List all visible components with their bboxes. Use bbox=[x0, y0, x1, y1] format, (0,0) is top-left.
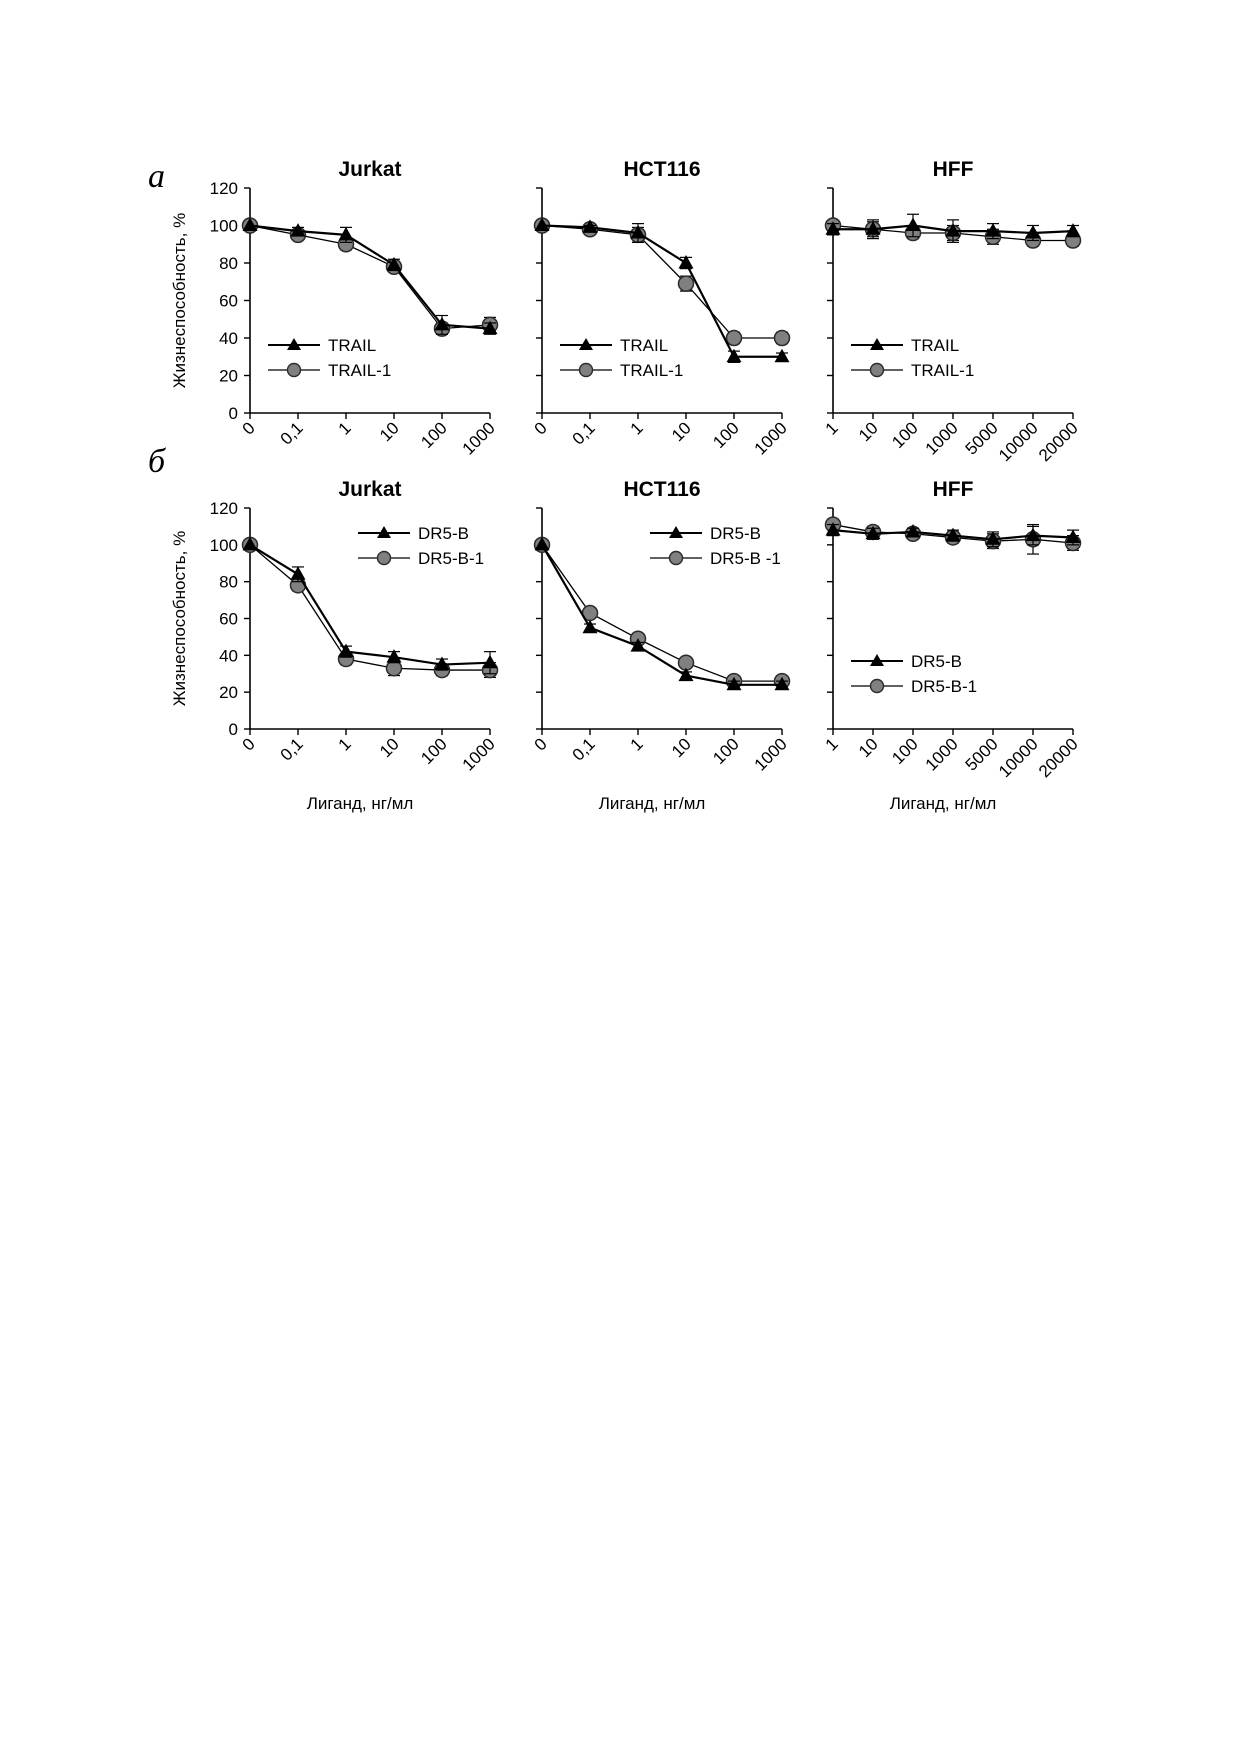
x-tick-label: 1 bbox=[821, 734, 842, 755]
legend-label: DR5-B bbox=[418, 524, 470, 543]
y-tick-label: 80 bbox=[219, 572, 238, 592]
data-point-triangle bbox=[483, 655, 498, 669]
chart-title: Jurkat bbox=[338, 158, 402, 181]
series-triangle bbox=[243, 218, 498, 335]
x-tick-label: 100 bbox=[417, 734, 451, 768]
chart-title: Jurkat bbox=[338, 478, 402, 501]
x-tick-label: 20000 bbox=[1034, 734, 1082, 782]
x-tick-label: 1000 bbox=[750, 734, 791, 775]
legend-label: TRAIL bbox=[328, 336, 377, 355]
y-axis-label: Жизнеспособность, % bbox=[170, 530, 189, 707]
data-point-circle bbox=[679, 276, 694, 291]
x-tick-label: 0,1 bbox=[568, 418, 599, 449]
chart-legend bbox=[851, 652, 977, 696]
y-tick-label: 120 bbox=[209, 179, 238, 198]
legend-marker-circle bbox=[288, 364, 301, 377]
legend-marker-circle bbox=[871, 364, 884, 377]
data-point-triangle bbox=[906, 218, 921, 232]
x-tick-label: 1 bbox=[334, 418, 355, 439]
data-point-triangle bbox=[775, 349, 790, 363]
x-tick-label: 0 bbox=[530, 734, 551, 755]
data-point-triangle bbox=[679, 668, 694, 682]
legend-label: DR5-B-1 bbox=[911, 677, 978, 696]
x-tick-label: 1 bbox=[626, 734, 647, 755]
chart-a-hct116 bbox=[531, 158, 791, 459]
x-tick-label: 100 bbox=[709, 734, 743, 768]
y-tick-label: 120 bbox=[209, 499, 238, 518]
x-tick-label: 1000 bbox=[921, 418, 962, 459]
legend-label: TRAIL bbox=[911, 336, 960, 355]
x-tick-label: 20000 bbox=[1034, 418, 1082, 466]
x-tick-label: 1000 bbox=[458, 418, 499, 459]
series-line bbox=[250, 226, 490, 329]
x-tick-label: 1000 bbox=[750, 418, 791, 459]
legend-marker-circle bbox=[580, 364, 593, 377]
x-tick-label: 0,1 bbox=[276, 418, 307, 449]
chart-legend bbox=[358, 524, 484, 568]
x-tick-label: 10 bbox=[376, 734, 403, 762]
chart-legend bbox=[268, 336, 391, 380]
y-tick-label: 20 bbox=[219, 683, 238, 703]
charts-layer bbox=[170, 158, 1082, 813]
x-tick-label: 0,1 bbox=[568, 734, 599, 765]
chart-title: HFF bbox=[932, 158, 974, 181]
row-label-b: б bbox=[148, 443, 166, 480]
chart-b-hct116 bbox=[531, 478, 791, 813]
data-point-circle bbox=[727, 331, 742, 346]
series-line bbox=[250, 226, 490, 329]
legend-label: TRAIL bbox=[620, 336, 669, 355]
x-tick-label: 0 bbox=[530, 418, 551, 439]
chart-legend bbox=[851, 336, 974, 380]
y-tick-label: 100 bbox=[209, 535, 238, 555]
series-circle bbox=[535, 218, 790, 346]
x-tick-label: 10 bbox=[668, 734, 695, 762]
x-tick-label: 5000 bbox=[961, 734, 1002, 775]
y-tick-label: 40 bbox=[219, 329, 238, 348]
x-tick-label: 100 bbox=[709, 418, 743, 452]
x-tick-label: 10000 bbox=[994, 734, 1042, 782]
x-tick-label: 10 bbox=[855, 734, 882, 762]
data-point-triangle bbox=[986, 223, 1001, 237]
data-point-triangle bbox=[583, 620, 598, 634]
x-tick-label: 0,1 bbox=[276, 734, 307, 765]
legend-marker-circle bbox=[670, 552, 683, 565]
x-tick-label: 10 bbox=[376, 418, 403, 446]
x-tick-label: 10 bbox=[668, 418, 695, 446]
chart-title: HCT116 bbox=[623, 478, 701, 501]
chart-legend bbox=[560, 336, 683, 380]
x-tick-label: 10 bbox=[855, 418, 882, 446]
legend-label: DR5-B bbox=[911, 652, 963, 671]
x-tick-label: 5000 bbox=[961, 418, 1002, 459]
legend-label: TRAIL-1 bbox=[911, 361, 975, 380]
x-tick-label: 0 bbox=[238, 418, 259, 439]
chart-a-hff bbox=[822, 158, 1082, 465]
x-tick-label: 100 bbox=[888, 734, 922, 768]
y-tick-label: 60 bbox=[219, 609, 238, 629]
chart-title: HCT116 bbox=[623, 158, 701, 181]
x-tick-label: 100 bbox=[417, 418, 451, 452]
legend-marker-circle bbox=[871, 680, 884, 693]
x-tick-label: 1 bbox=[626, 418, 647, 439]
y-tick-label: 0 bbox=[228, 404, 238, 423]
x-tick-label: 1000 bbox=[921, 734, 962, 775]
series-circle bbox=[243, 218, 498, 336]
data-point-circle bbox=[775, 331, 790, 346]
legend-label: DR5-B -1 bbox=[710, 549, 781, 568]
x-tick-label: 1 bbox=[821, 418, 842, 439]
row-label-a: а bbox=[148, 158, 165, 195]
y-tick-label: 0 bbox=[228, 720, 238, 739]
x-axis-label: Лиганд, нг/мл bbox=[889, 794, 997, 813]
x-tick-label: 10000 bbox=[994, 418, 1042, 466]
y-tick-label: 80 bbox=[219, 254, 238, 273]
y-tick-label: 100 bbox=[209, 216, 238, 236]
x-tick-label: 1000 bbox=[458, 734, 499, 775]
legend-marker-circle bbox=[378, 552, 391, 565]
series-line bbox=[542, 226, 782, 339]
y-axis-label: Жизнеспособность, % bbox=[170, 212, 189, 389]
chart-a-jurkat bbox=[170, 158, 499, 459]
x-tick-label: 0 bbox=[238, 734, 259, 755]
legend-label: DR5-B-1 bbox=[418, 549, 485, 568]
legend-label: DR5-B bbox=[710, 524, 762, 543]
x-axis-label: Лиганд, нг/мл bbox=[598, 794, 706, 813]
x-tick-label: 100 bbox=[888, 418, 922, 452]
y-tick-label: 20 bbox=[219, 366, 238, 386]
chart-b-jurkat bbox=[170, 478, 499, 813]
y-tick-label: 60 bbox=[219, 291, 238, 311]
series-triangle bbox=[826, 214, 1081, 242]
chart-legend bbox=[650, 524, 781, 568]
x-axis-label: Лиганд, нг/мл bbox=[306, 794, 414, 813]
legend-label: TRAIL-1 bbox=[620, 361, 684, 380]
chart-title: HFF bbox=[932, 478, 974, 501]
x-tick-label: 1 bbox=[334, 734, 355, 755]
data-point-triangle bbox=[291, 566, 306, 580]
y-tick-label: 40 bbox=[219, 646, 238, 666]
legend-label: TRAIL-1 bbox=[328, 361, 392, 380]
chart-b-hff bbox=[822, 478, 1082, 813]
